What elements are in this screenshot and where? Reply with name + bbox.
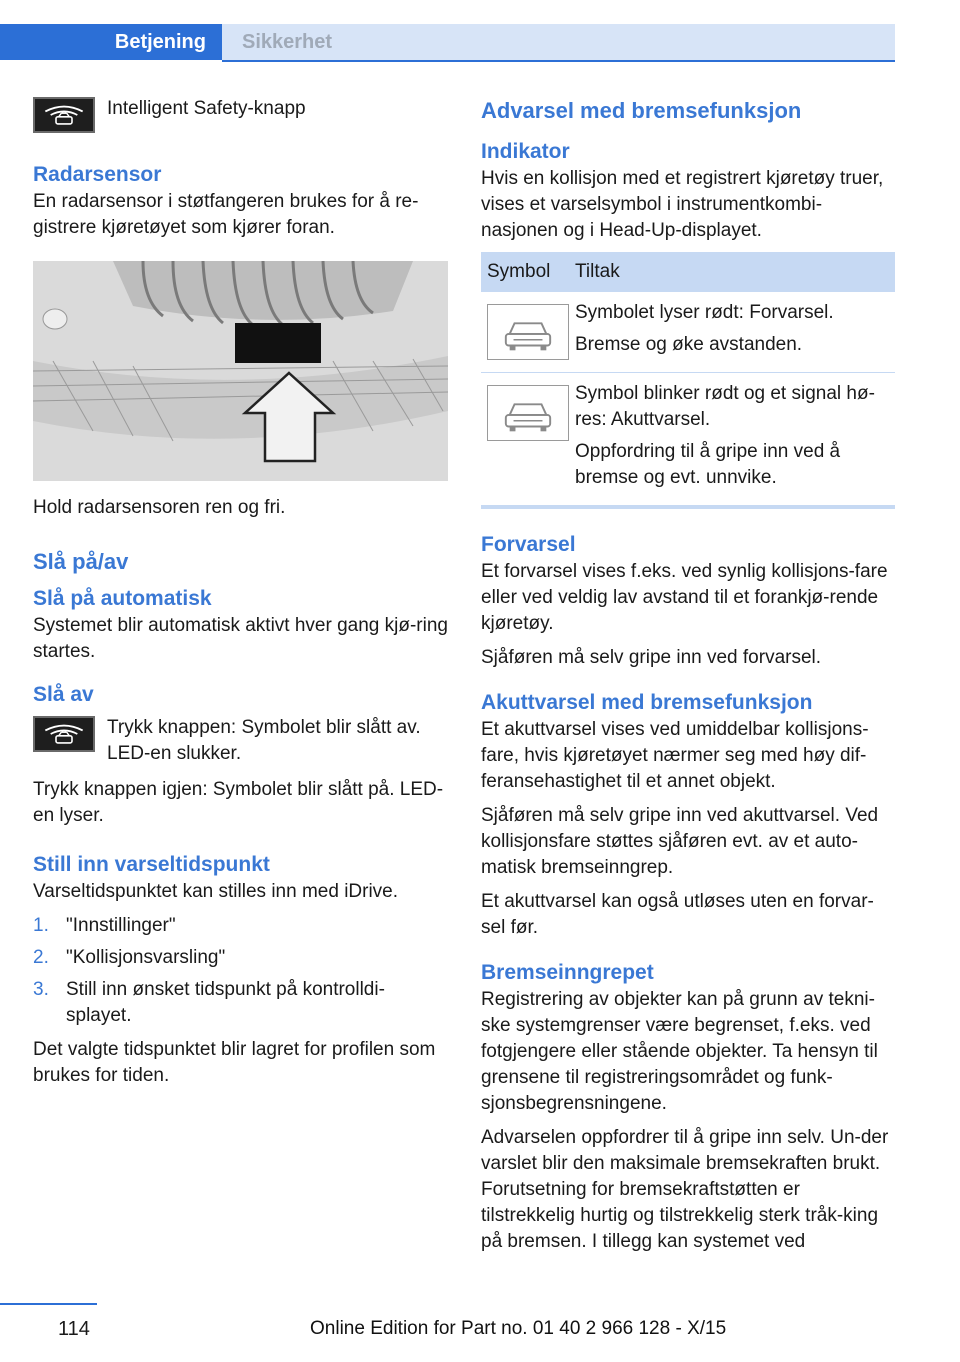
step-number: 3. — [33, 979, 49, 1000]
page-number: 114 — [58, 1318, 90, 1340]
tab-betjening-label: Betjening — [114, 31, 206, 53]
tab-sikkerhet[interactable] — [222, 24, 895, 60]
radar-keep-clean: Hold radarsensoren ren og fri. — [33, 497, 286, 518]
action-line: Symbolet lyser rødt: Forvarsel. — [575, 302, 834, 323]
step-number: 1. — [33, 915, 49, 936]
radar-text: En radarsensor i støtfangeren brukes for å re-gistrere kjøretøyet som kjører foran. — [33, 191, 419, 238]
intelligent-safety-button-icon — [33, 97, 95, 133]
onoff-heading: Slå på/av — [33, 549, 129, 574]
edition-footer: Online Edition for Part no. 01 40 2 966 128 - X/15 — [310, 1318, 727, 1339]
off-button-text: Trykk knappen: Symbolet blir slått av. LED-en slukker. — [107, 717, 421, 764]
main-heading: Advarsel med bremsefunksjon — [481, 98, 802, 123]
radar-sensor-photo — [33, 261, 448, 481]
action-cell — [569, 292, 895, 373]
brake-heading: Bremseinngrepet — [481, 961, 654, 984]
tab-betjening[interactable] — [0, 24, 222, 60]
auto-text: Systemet blir automatisk aktivt hver gang kjø-ring startes. — [33, 615, 448, 662]
step-text: "Kollisjonsvarsling" — [66, 947, 226, 968]
intelligent-safety-button-icon — [33, 716, 95, 752]
safety-button-label: Intelligent Safety-knapp — [107, 98, 306, 119]
off-button-row — [33, 715, 448, 767]
indicator-heading: Indikator — [481, 140, 570, 163]
table-row — [481, 373, 895, 508]
prewarn-driver: Sjåføren må selv gripe inn ved forvarsel. — [481, 647, 822, 668]
action-line: Bremse og øke avstanden. — [575, 334, 803, 355]
action-line: Oppfordring til å gripe inn ved å bremse og evt. unnvike. — [575, 441, 841, 488]
warntime-heading: Still inn varseltidspunkt — [33, 853, 270, 876]
symbol-cell — [481, 373, 569, 508]
page-number-bar — [0, 1303, 97, 1305]
table-row — [481, 292, 895, 373]
action-cell — [569, 373, 895, 508]
tab-underline — [222, 60, 895, 62]
action-line: Symbol blinker rødt og et signal hø-res: Akuttvarsel. — [575, 383, 875, 430]
car-warning-icon — [487, 385, 569, 441]
list-item — [33, 945, 448, 971]
acute-text: Et akuttvarsel vises ved umiddelbar kollisjons-fare, hvis kjøretøyet nærmer seg med høy dif-feransehastighet til et annet objekt. — [481, 719, 869, 792]
list-item — [33, 977, 448, 1029]
brake-text: Registrering av objekter kan på grunn av tekni-ske systemgrenser være begrenset, f.eks. ved fotgjengere eller stående objekter. Ta hensyn til grensene til registreringsområdet og funk-sjonsbegrensningene. — [481, 989, 878, 1114]
step-text: Still inn ønsket tidspunkt på kontrolldi-splayet. — [66, 979, 385, 1026]
left-column — [33, 96, 448, 1097]
col-action: Tiltak — [569, 252, 895, 292]
tab-sikkerhet-label: Sikkerhet — [242, 31, 333, 53]
list-item — [33, 913, 448, 939]
off-again-text: Trykk knappen igjen: Symbolet blir slått på. LED-en lyser. — [33, 779, 444, 826]
car-warning-icon — [487, 304, 569, 360]
col-symbol: Symbol — [481, 252, 569, 292]
brake-text-2: Advarselen oppfordrer til å gripe inn selv. Un-der varslet blir den maksimale bremsekraften brukt. Forutsetning for bremsekraftstøtten er tilstrekkelig hurtig og tilstrekkelig sterk tråk-king på bremsen. I tillegg kan systemet ved — [481, 1127, 889, 1252]
symbol-table — [481, 252, 895, 509]
acute-without: Et akuttvarsel kan også utløses uten en forvar-sel før. — [481, 891, 874, 938]
step-text: "Innstillinger" — [66, 915, 176, 936]
prewarn-heading: Forvarsel — [481, 533, 576, 556]
right-column — [481, 96, 895, 1263]
off-heading: Slå av — [33, 683, 94, 706]
table-header — [481, 252, 895, 292]
warntime-text: Varseltidspunktet kan stilles inn med iDrive. — [33, 881, 399, 902]
indicator-text: Hvis en kollisjon med et registrert kjøretøy truer, vises et varselsymbol i instrumentkombi-nasjonen og i Head-Up-displayet. — [481, 168, 884, 241]
prewarn-text: Et forvarsel vises f.eks. ved synlig kollisjons-fare eller ved veldig lav avstand til et forankjø-rende kjøretøy. — [481, 561, 888, 634]
steps-list — [33, 913, 448, 1029]
profile-text: Det valgte tidspunktet blir lagret for profilen som brukes for tiden. — [33, 1039, 436, 1086]
step-number: 2. — [33, 947, 49, 968]
acute-heading: Akuttvarsel med bremsefunksjon — [481, 691, 813, 714]
symbol-cell — [481, 292, 569, 373]
header-tabs — [0, 24, 895, 62]
safety-button-row — [33, 96, 448, 133]
radar-heading: Radarsensor — [33, 163, 162, 186]
acute-driver: Sjåføren må selv gripe inn ved akuttvarsel. Ved kollisjonsfare støttes sjåføren evt. av et auto-matisk bremseinngrep. — [481, 805, 879, 878]
auto-heading: Slå på automatisk — [33, 587, 212, 610]
